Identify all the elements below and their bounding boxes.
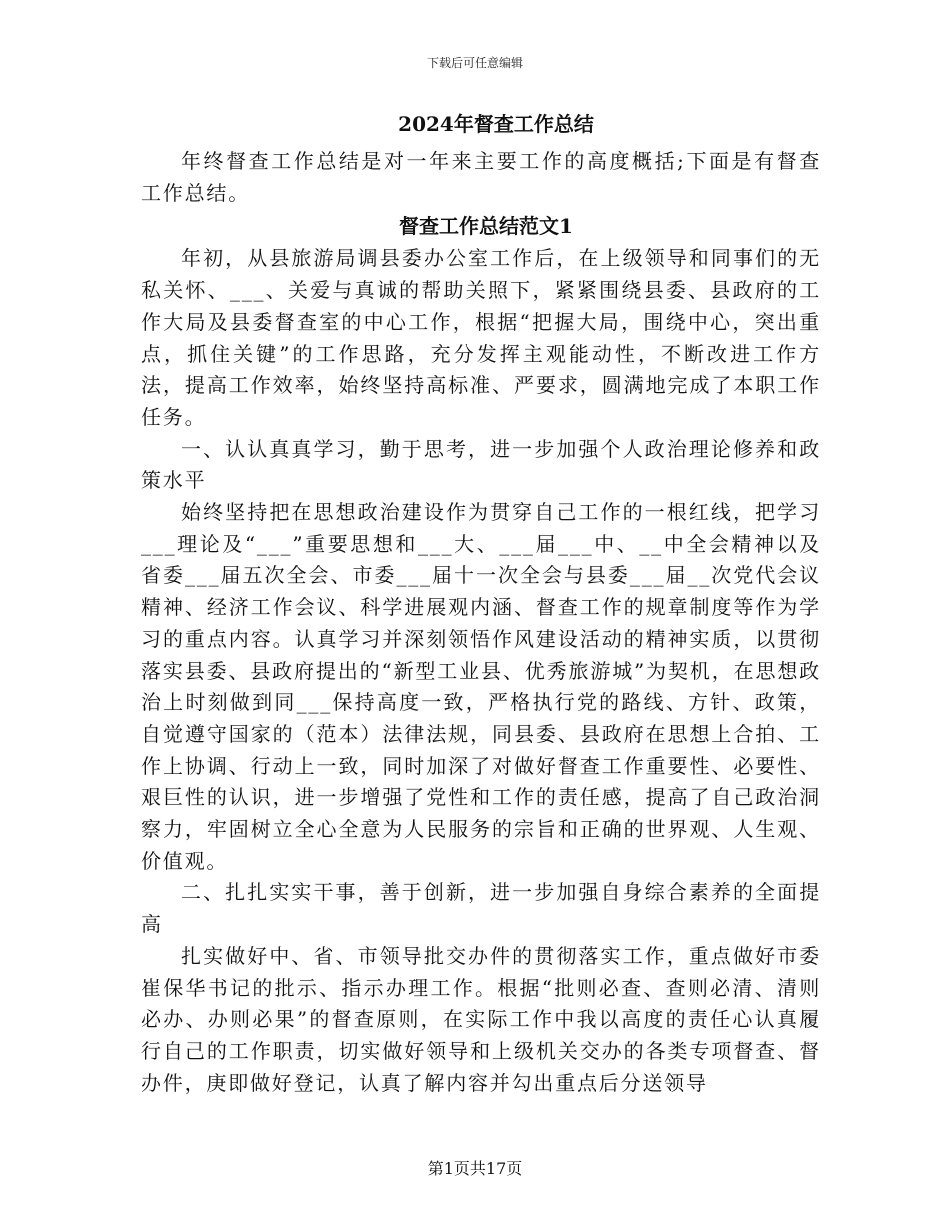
body-paragraph: 扎实做好中、省、市领导批交办件的贯彻落实工作，重点做好市委崔保华书记的批示、指示办理工作。根据“批则必查、查则必清、清则必办、办则必果”的督查原则，在实际工作中我以高度的责任心认真履行自己的工作职责，切实做好领导和上级机关交办的各类专项督查、督办件，庚即做好登记，认真了解内容并勾出重点后分送领导 — [141, 943, 821, 1095]
body-paragraph: 始终坚持把在思想政治建设作为贯穿自己工作的一根红线，把学习___理论及“___”重要思想和___大、___届___中、__中全会精神以及省委___届五次全会、市委___届十一次全会与县委___届__次党代会议精神、经济工作会议、科学进展观内涵、督查工作的规章制度等作为学习的重点内容。认真学习并深刻领悟作风建设活动的精神实质，以贯彻落实县委、县政府提出的“新型工业县、优秀旅游城”为契机，在思想政治上时刻做到同___保持高度一致，严格执行党的路线、方针、政策，自觉遵守国家的（范本）法律法规，同县委、县政府在思想上合拍、工作上协调、行动上一致，同时加深了对做好督查工作重要性、必要性、艰巨性的认识，进一步增强了党性和工作的责任感，提高了自己政治洞察力，牢固树立全心全意为人民服务的宗旨和正确的世界观、人生观、价值观。 — [141, 500, 821, 873]
intro-paragraph: 年终督查工作总结是对一年来主要工作的高度概括;下面是有督查工作总结。 — [141, 149, 821, 205]
page-number: 第1页共17页 — [427, 1159, 523, 1178]
body-paragraph: 年初，从县旅游局调县委办公室工作后，在上级领导和同事们的无私关怀、___、关爱与真诚的帮助关照下，紧紧围绕县委、县政府的工作大局及县委督查室的中心工作，根据“把握大局，围绕中心，突出重点，抓住关键”的工作思路，充分发挥主观能动性，不断改进工作方法，提高工作效率，始终坚持高标准、严要求，圆满地完成了本职工作任务。 — [141, 246, 821, 429]
document-body — [141, 108, 821, 1099]
header-note: 下载后可任意编辑 — [426, 56, 523, 70]
section-heading-2: 二、扎扎实实干事，善于创新，进一步加强自身综合素养的全面提高 — [141, 880, 821, 937]
document-title: 2024年督查工作总结 — [398, 112, 594, 136]
section-title: 督查工作总结范文1 — [399, 214, 573, 239]
section-heading-1: 一、认认真真学习，勤于思考，进一步加强个人政治理论修养和政策水平 — [141, 436, 821, 493]
